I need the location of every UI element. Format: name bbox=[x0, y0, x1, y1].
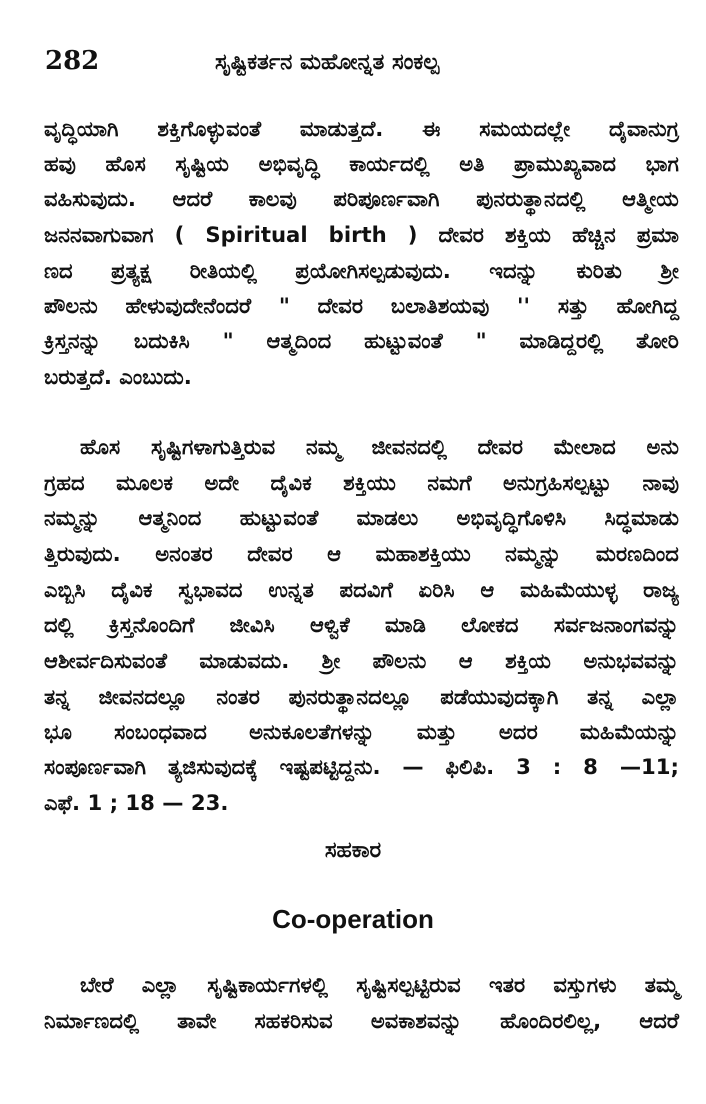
text-line: ಹೊಸ ಸೃಷ್ಟಿಗಳಾಗುತ್ತಿರುವ ನಮ್ಮ ಜೀವನದಲ್ಲಿ ದೇವರ ಮೇಲಾದ ಅನು bbox=[80, 434, 679, 459]
page-number: 282 bbox=[45, 46, 100, 76]
text-line: ಣದ ಪ್ರತ್ಯಕ್ಷ ರೀತಿಯಲ್ಲಿ ಪ್ರಯೋಗಿಸಲ್ಪಡುವುದು. ಇದನ್ನು ಕುರಿತು ಶ್ರೀ bbox=[44, 258, 679, 283]
text-line: ತ್ತಿರುವುದು. ಅನಂತರ ದೇವರ ಆ ಮಹಾಶಕ್ತಿಯು ನಮ್ಮನ್ನು ಮರಣದಿಂದ bbox=[44, 541, 679, 566]
section-heading-english: Co-operation bbox=[272, 904, 434, 934]
text-line: ವೃದ್ಧಿಯಾಗಿ ಶಕ್ತಿಗೊಳ್ಳುವಂತೆ ಮಾಡುತ್ತದೆ. ಈ ಸಮಯದಲ್ಲೇ ದೈವಾನುಗ್ರ bbox=[44, 116, 679, 141]
text-line: ತನ್ನ ಜೀವನದಲ್ಲೂ ನಂತರ ಪುನರುತ್ಥಾನದಲ್ಲೂ ಪಡೆಯುವುದಕ್ಕಾಗಿ ತನ್ನ ಎಲ್ಲಾ bbox=[44, 684, 679, 709]
text-line: ಕ್ರಿಸ್ತನನ್ನು ಬದುಕಿಸಿ " ಆತ್ಮದಿಂದ ಹುಟ್ಟುವಂತೆ " ಮಾಡಿದ್ದರಲ್ಲಿ ತೋರಿ bbox=[44, 328, 679, 353]
text-line: ಭೂ ಸಂಬಂಧವಾದ ಅನುಕೂಲತೆಗಳನ್ನು ಮತ್ತು ಅದರ ಮಹಿಮೆಯನ್ನು bbox=[44, 719, 679, 744]
text-line: ವಹಿಸುವುದು. ಆದರೆ ಕಾಲವು ಪರಿಪೂರ್ಣವಾಗಿ ಪುನರುತ್ಥಾನದಲ್ಲಿ ಆತ್ಮೀಯ bbox=[44, 186, 679, 211]
text-line: ಆಶೀರ್ವದಿಸುವಂತೆ ಮಾಡುವದು. ಶ್ರೀ ಪೌಲನು ಆ ಶಕ್ತಿಯ ಅನುಭವವನ್ನು bbox=[44, 648, 679, 673]
text-line: ನಿರ್ಮಾಣದಲ್ಲಿ ತಾವೇ ಸಹಕರಿಸುವ ಅವಕಾಶವನ್ನು ಹೊಂದಿರಲಿಲ್ಲ, ಆದರೆ bbox=[44, 1008, 679, 1033]
text-line: ಬರುತ್ತದೆ. ಎಂಬುದು. bbox=[44, 364, 192, 389]
text-line: ಎಫೆ. 1 ; 18 — 23. bbox=[44, 790, 229, 815]
text-line: ದಲ್ಲಿ ಕ್ರಿಸ್ತನೊಂದಿಗೆ ಜೀವಿಸಿ ಆಳ್ವಿಕೆ ಮಾಡಿ ಲೋಕದ ಸರ್ವಜನಾಂಗವನ್ನು bbox=[44, 612, 679, 637]
text-line: ಪೌಲನು ಹೇಳುವುದೇನೆಂದರೆ " ದೇವರ ಬಲಾತಿಶಯವು '' ಸತ್ತು ಹೋಗಿದ್ದ bbox=[44, 293, 679, 318]
text-line: ಎಬ್ಬಿಸಿ ದೈವಿಕ ಸ್ವಭಾವದ ಉನ್ನತ ಪದವಿಗೆ ಏರಿಸಿ ಆ ಮಹಿಮೆಯುಳ್ಳ ರಾಜ್ಯ bbox=[44, 577, 679, 602]
text-line: ಗ್ರಹದ ಮೂಲಕ ಅದೇ ದೈವಿಕ ಶಕ್ತಿಯು ನಮಗೆ ಅನುಗ್ರಹಿಸಲ್ಪಟ್ಟು ನಾವು bbox=[44, 470, 679, 495]
text-line: ಜನನವಾಗುವಾಗ ( Spiritual birth ) ದೇವರ ಶಕ್ತಿಯ ಹೆಚ್ಚಿನ ಪ್ರಮಾ bbox=[44, 222, 679, 247]
text-line: ಬೇರೆ ಎಲ್ಲಾ ಸೃಷ್ಟಿಕಾರ್ಯಗಳಲ್ಲಿ ಸೃಷ್ಟಿಸಲ್ಪಟ್ಟಿರುವ ಇತರ ವಸ್ತುಗಳು ತಮ್ಮ bbox=[80, 972, 679, 997]
text-line: ಸಂಪೂರ್ಣವಾಗಿ ತ್ಯಜಿಸುವುದಕ್ಕೆ ಇಷ್ಟಪಟ್ಟಿದ್ದನು. — ಫಿಲಿಪಿ. 3 : 8 —11; bbox=[44, 754, 679, 779]
section-heading-kannada: ಸಹಕಾರ bbox=[324, 838, 382, 863]
running-header bbox=[0, 40, 706, 90]
running-title: ಸೃಷ್ಟಿಕರ್ತನ ಮಹೋನ್ನತ ಸಂಕಲ್ಪ bbox=[215, 50, 440, 75]
text-line: ಹವು ಹೊಸ ಸೃಷ್ಟಿಯ ಅಭಿವೃದ್ಧಿ ಕಾರ್ಯದಲ್ಲಿ ಅತಿ ಪ್ರಾಮುಖ್ಯವಾದ ಭಾಗ bbox=[44, 151, 679, 176]
text-line: ನಮ್ಮನ್ನು ಆತ್ಮನಿಂದ ಹುಟ್ಟುವಂತೆ ಮಾಡಲು ಅಭಿವೃದ್ಧಿಗೊಳಿಸಿ ಸಿದ್ಧಮಾಡು bbox=[44, 505, 679, 530]
